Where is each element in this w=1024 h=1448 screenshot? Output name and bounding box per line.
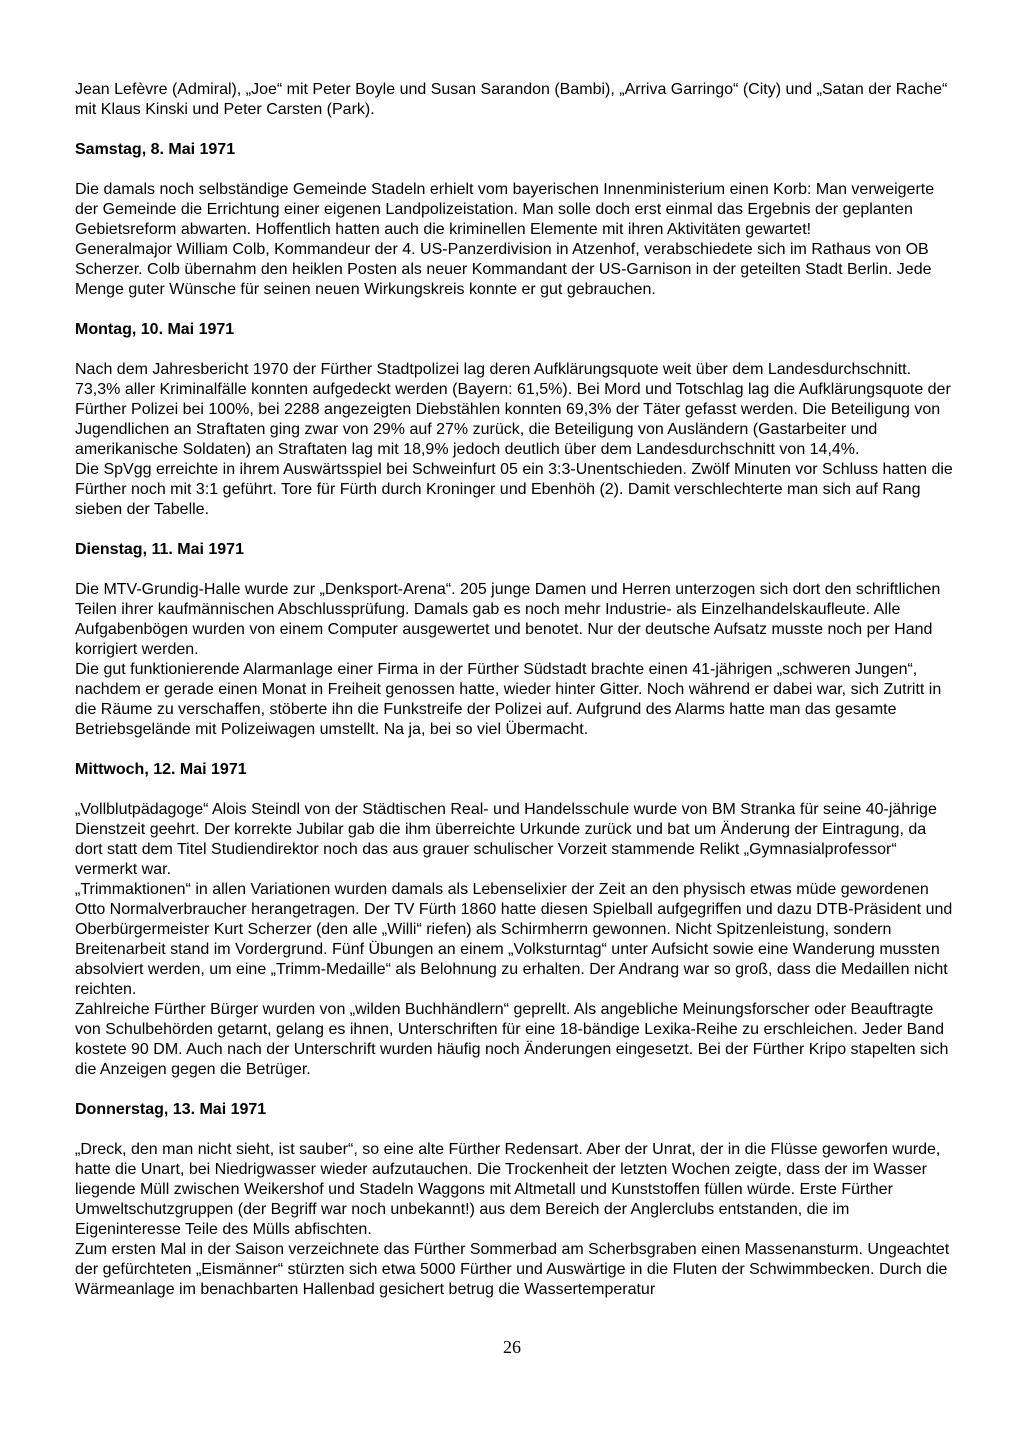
- date-heading: Samstag, 8. Mai 1971: [75, 141, 236, 158]
- paragraph-segment: Zum ersten Mal in der Saison verzeichnete das Fürther Sommerbad am Scherbsgraben einen Massenansturm. Ungeachtet der gefürchteten „Eismänner“ stürzten sich etwa 5000 Fürther und Auswärtige in die Fluten der Schwimmbecken. Durch die Wärmeanlage im benachbarten Hallenbad gesichert betrug die Wassertemperatur: [75, 1241, 950, 1298]
- page-number: 26: [503, 1337, 521, 1357]
- paragraph-segment: Jean Lefèvre (Admiral), „Joe“ mit Peter Boyle und Susan Sarandon (Bambi), „Arriva Garringo“ (City) und „Satan der Rache“ mit Klaus Kinski und Peter Carsten (Park).: [75, 81, 948, 118]
- date-heading: Dienstag, 11. Mai 1971: [75, 541, 244, 558]
- paragraph: [75, 1140, 953, 1300]
- paragraph-segment: Die SpVgg erreichte in ihrem Auswärtsspiel bei Schweinfurt 05 ein 3:3-Unentschieden. Zwölf Minuten vor Schluss hatten die Fürther noch mit 3:1 geführt. Tore für Fürth durch Kroninger und Ebenhöh (2). Damit verschlechterte man sich auf Rang sieben der Tabelle.: [75, 461, 953, 518]
- paragraph-segment: Generalmajor William Colb, Kommandeur der 4. US-Panzerdivision in Atzenhof, verabschiedete sich im Rathaus von OB Scherzer. Colb übernahm den heiklen Posten als neuer Kommandant der US-Garnison in der geteilten Stadt Berlin. Jede Menge guter Wünsche für seinen neuen Wirkungskreis konnte er gut gebrauchen.: [75, 241, 932, 298]
- date-heading: Mittwoch, 12. Mai 1971: [75, 761, 247, 778]
- paragraph: [75, 180, 953, 300]
- document-content: [75, 80, 953, 1320]
- paragraph-segment: Zahlreiche Fürther Bürger wurden von „wilden Buchhändlern“ geprellt. Als angebliche Meinungsforscher oder Beauftragte von Schulbehörden getarnt, gelang es ihnen, Unterschriften für eine 18-bändige Lexika-Reihe zu erschleichen. Jeder Band kostete 90 DM. Auch nach der Unterschrift wurden häufig noch Änderungen eingesetzt. Bei der Fürther Kripo stapelten sich die Anzeigen gegen die Betrüger.: [75, 1001, 949, 1078]
- paragraph-segment: „Dreck, den man nicht sieht, ist sauber“, so eine alte Fürther Redensart. Aber der Unrat, der in die Flüsse geworfen wurde, hatte die Unart, bei Niedrigwasser wieder aufzutauchen. Die Trockenheit der letzten Wochen zeigte, dass der im Wasser liegende Müll zwischen Weikershof und Stadeln Waggons mit Altmetall und Kunststoffen füllen würde. Erste Fürther Umweltschutzgruppen (der Begriff war noch unbekannt!) aus dem Bereich der Anglerclubs entstanden, die im Eigeninteresse Teile des Mülls abfischten.: [75, 1141, 941, 1238]
- paragraph: [75, 580, 953, 740]
- paragraph-segment: „Vollblutpädagoge“ Alois Steindl von der Städtischen Real- und Handelsschule wurde von BM Stranka für seine 40-jährige Dienstzeit geehrt. Der korrekte Jubilar gab die ihm überreichte Urkunde zurück und bat um Änderung der Eintragung, da dort statt dem Titel Studiendirektor noch das aus grauer schulischer Vorzeit stammende Relikt „Gymnasialprofessor“ vermerkt war.: [75, 801, 937, 878]
- paragraph-segment: Nach dem Jahresbericht 1970 der Fürther Stadtpolizei lag deren Aufklärungsquote weit über dem Landesdurchschnitt. 73,3% aller Kriminalfälle konnten aufgedeckt werden (Bayern: 61,5%). Bei Mord und Totschlag lag die Aufklärungsquote der Fürther Polizei bei 100%, bei 2288 angezeigten Diebstählen konnten 69,3% der Täter gefasst werden. Die Beteiligung von Jugendlichen an Straftaten ging zwar von 29% auf 27% zurück, die Beteiligung von Ausländern (Gastarbeiter und amerikanische Soldaten) an Straftaten lag mit 18,9% jedoch deutlich über dem Landesdurchschnitt von 14,4%.: [75, 361, 951, 458]
- paragraph-segment: Die MTV-Grundig-Halle wurde zur „Denksport-Arena“. 205 junge Damen und Herren unterzogen sich dort den schriftlichen Teilen ihrer kaufmännischen Abschlussprüfung. Damals gab es noch mehr Industrie- als Einzelhandelskaufleute. Alle Aufgabenbögen wurden von einem Computer ausgewertet und benotet. Nur der deutsche Aufsatz musste noch per Hand korrigiert werden.: [75, 581, 941, 658]
- date-heading: Donnerstag, 13. Mai 1971: [75, 1101, 267, 1118]
- paragraph: [75, 800, 953, 1080]
- paragraph: [75, 80, 953, 120]
- paragraph-segment: Die gut funktionierende Alarmanlage einer Firma in der Fürther Südstadt brachte einen 41-jährigen „schweren Jungen“, nachdem er gerade einen Monat in Freiheit genossen hatte, wieder hinter Gitter. Noch während er dabei war, sich Zutritt in die Räume zu verschaffen, stöberte ihn die Funkstreife der Polizei auf. Aufgrund des Alarms hatte man das gesamte Betriebsgelände mit Polizeiwagen umstellt. Na ja, bei so viel Übermacht.: [75, 661, 942, 738]
- paragraph-segment: Die damals noch selbständige Gemeinde Stadeln erhielt vom bayerischen Innenministerium einen Korb: Man verweigerte der Gemeinde die Errichtung einer eigenen Landpolizeistation. Man solle doch erst einmal das Ergebnis der geplanten Gebietsreform abwarten. Hoffentlich hatten auch die kriminellen Elemente mit ihren Aktivitäten gewartet!: [75, 181, 935, 238]
- paragraph: [75, 360, 953, 520]
- paragraph-segment: „Trimmaktionen“ in allen Variationen wurden damals als Lebenselixier der Zeit an den physisch etwas müde gewordenen Otto Normalverbraucher herangetragen. Der TV Fürth 1860 hatte diesen Spielball aufgegriffen und dazu DTB-Präsident und Oberbürgermeister Kurt Scherzer (den alle „Willi“ riefen) als Schirmherrn gewonnen. Nicht Spitzenleistung, sondern Breitenarbeit stand im Vordergrund. Fünf Übungen an einem „Volksturntag“ unter Aufsicht sowie eine Wanderung mussten absolviert werden, um eine „Trimm-Medaille“ als Belohnung zu erhalten. Der Andrang war so groß, dass die Medaillen nicht reichten.: [75, 881, 953, 998]
- date-heading: Montag, 10. Mai 1971: [75, 321, 235, 338]
